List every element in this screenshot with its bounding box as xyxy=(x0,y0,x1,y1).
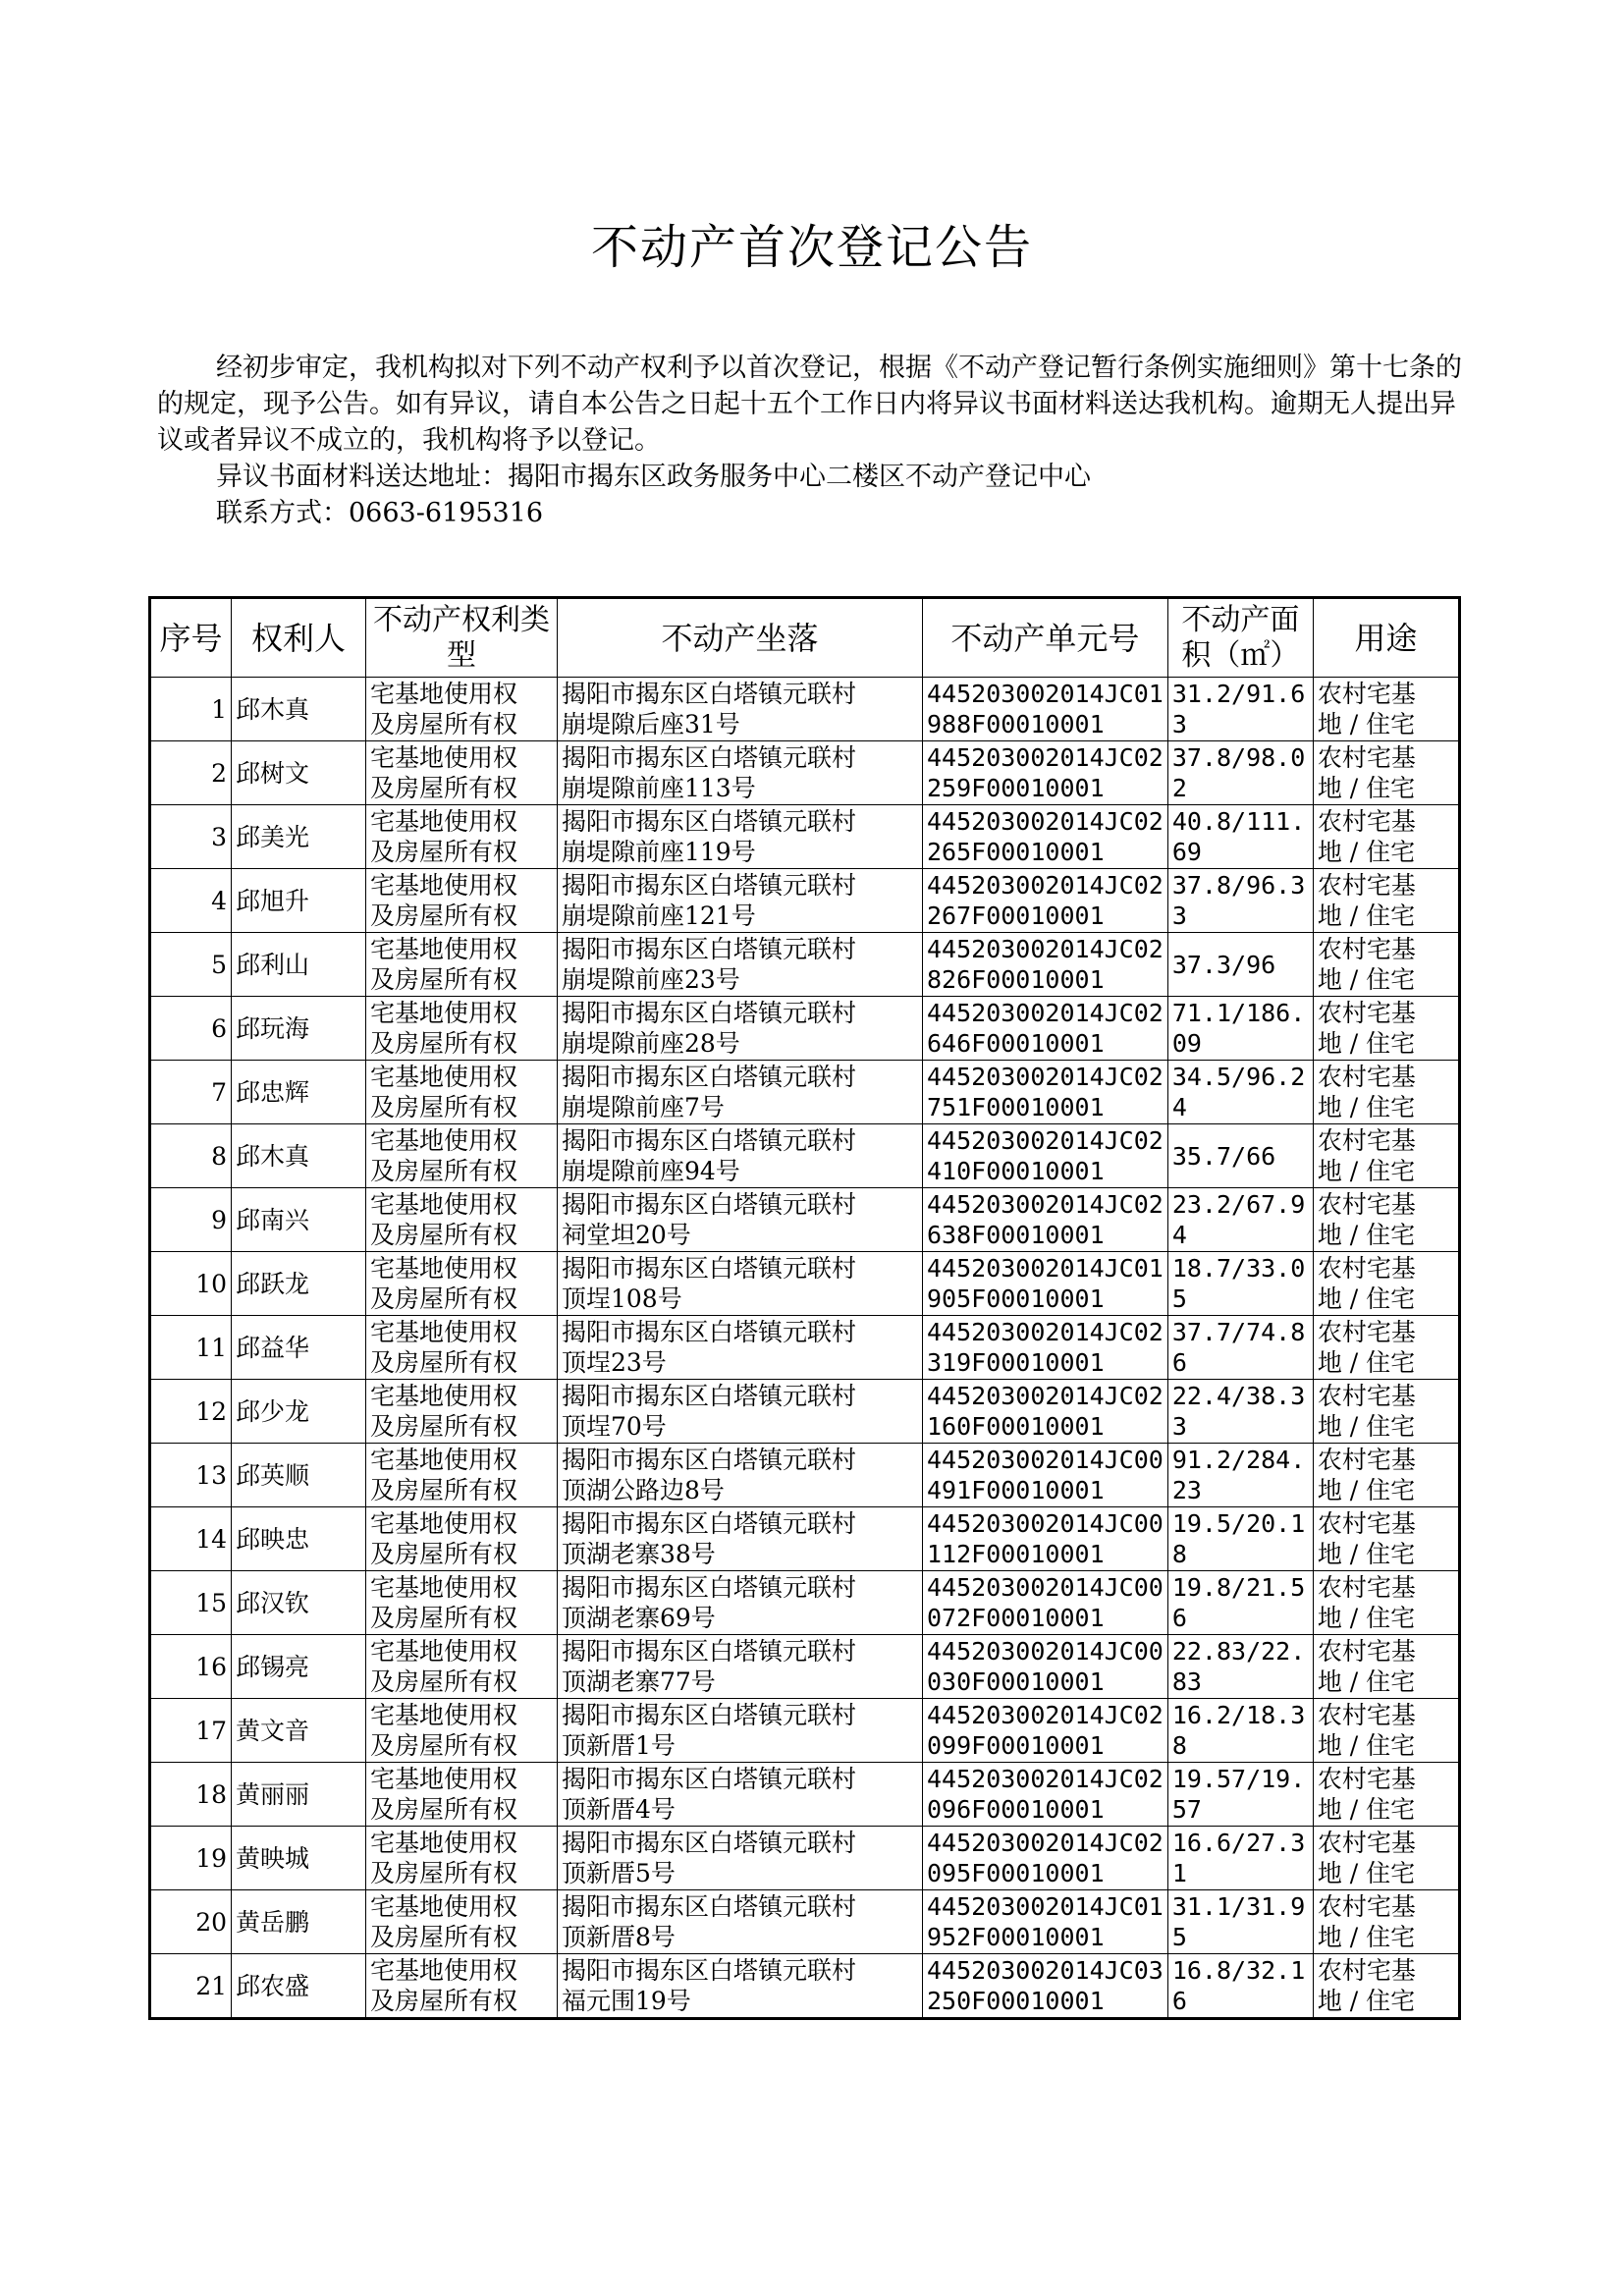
row-seq: 1 xyxy=(150,678,232,741)
table-row xyxy=(150,997,1460,1061)
table-row xyxy=(150,1890,1460,1954)
row-use: 农村宅基 地 / 住宅 xyxy=(1313,1316,1459,1380)
row-location: 揭阳市揭东区白塔镇元联村 崩堤隙前座94号 xyxy=(558,1124,923,1188)
header-unit-no: 不动产单元号 xyxy=(923,598,1168,678)
row-seq: 3 xyxy=(150,805,232,869)
row-location: 揭阳市揭东区白塔镇元联村 崩堤隙前座119号 xyxy=(558,805,923,869)
table-row xyxy=(150,1954,1460,2019)
row-use: 农村宅基 地 / 住宅 xyxy=(1313,1252,1459,1316)
row-unit-no: 445203002014JC02 096F00010001 xyxy=(923,1763,1168,1827)
row-right-type: 宅基地使用权 及房屋所有权 xyxy=(366,741,558,805)
row-unit-no: 445203002014JC02 259F00010001 xyxy=(923,741,1168,805)
row-unit-no: 445203002014JC02 410F00010001 xyxy=(923,1124,1168,1188)
row-seq: 17 xyxy=(150,1699,232,1763)
row-location: 揭阳市揭东区白塔镇元联村 顶埕70号 xyxy=(558,1380,923,1444)
table-row xyxy=(150,1763,1460,1827)
table-header-row xyxy=(150,598,1460,678)
row-right-type: 宅基地使用权 及房屋所有权 xyxy=(366,1380,558,1444)
row-use: 农村宅基 地 / 住宅 xyxy=(1313,1699,1459,1763)
row-owner: 邱美光 xyxy=(232,805,366,869)
row-seq: 20 xyxy=(150,1890,232,1954)
page-title: 不动产首次登记公告 xyxy=(590,220,1033,275)
row-owner: 邱跃龙 xyxy=(232,1252,366,1316)
row-right-type: 宅基地使用权 及房屋所有权 xyxy=(366,933,558,997)
row-area: 34.5/96.2 4 xyxy=(1167,1061,1313,1124)
row-unit-no: 445203002014JC02 638F00010001 xyxy=(923,1188,1168,1252)
row-area: 37.3/96 xyxy=(1167,933,1313,997)
row-unit-no: 445203002014JC03 250F00010001 xyxy=(923,1954,1168,2019)
row-owner: 邱少龙 xyxy=(232,1380,366,1444)
objection-address: 异议书面材料送达地址：揭阳市揭东区政务服务中心二楼区不动产登记中心 xyxy=(216,462,1091,492)
row-use: 农村宅基 地 / 住宅 xyxy=(1313,1188,1459,1252)
row-seq: 11 xyxy=(150,1316,232,1380)
row-seq: 16 xyxy=(150,1635,232,1699)
row-unit-no: 445203002014JC01 905F00010001 xyxy=(923,1252,1168,1316)
row-area: 91.2/284. 23 xyxy=(1167,1444,1313,1507)
row-location: 揭阳市揭东区白塔镇元联村 顶埕23号 xyxy=(558,1316,923,1380)
row-use: 农村宅基 地 / 住宅 xyxy=(1313,997,1459,1061)
row-unit-no: 445203002014JC00 072F00010001 xyxy=(923,1571,1168,1635)
row-location: 揭阳市揭东区白塔镇元联村 顶湖老寨77号 xyxy=(558,1635,923,1699)
registration-table xyxy=(148,596,1461,2020)
row-seq: 15 xyxy=(150,1571,232,1635)
row-area: 19.5/20.1 8 xyxy=(1167,1507,1313,1571)
row-location: 揭阳市揭东区白塔镇元联村 崩堤隙前座23号 xyxy=(558,933,923,997)
row-right-type: 宅基地使用权 及房屋所有权 xyxy=(366,1252,558,1316)
row-unit-no: 445203002014JC02 095F00010001 xyxy=(923,1827,1168,1890)
row-area: 16.6/27.3 1 xyxy=(1167,1827,1313,1890)
row-location: 揭阳市揭东区白塔镇元联村 顶新厝1号 xyxy=(558,1699,923,1763)
row-seq: 13 xyxy=(150,1444,232,1507)
row-location: 揭阳市揭东区白塔镇元联村 顶新厝8号 xyxy=(558,1890,923,1954)
table-row xyxy=(150,1827,1460,1890)
row-area: 18.7/33.0 5 xyxy=(1167,1252,1313,1316)
row-use: 农村宅基 地 / 住宅 xyxy=(1313,1763,1459,1827)
row-owner: 邱玩海 xyxy=(232,997,366,1061)
row-area: 22.83/22. 83 xyxy=(1167,1635,1313,1699)
row-unit-no: 445203002014JC01 952F00010001 xyxy=(923,1890,1168,1954)
row-use: 农村宅基 地 / 住宅 xyxy=(1313,1124,1459,1188)
row-use: 农村宅基 地 / 住宅 xyxy=(1313,1954,1459,2019)
row-area: 22.4/38.3 3 xyxy=(1167,1380,1313,1444)
row-use: 农村宅基 地 / 住宅 xyxy=(1313,1827,1459,1890)
row-use: 农村宅基 地 / 住宅 xyxy=(1313,869,1459,933)
row-seq: 19 xyxy=(150,1827,232,1890)
row-location: 揭阳市揭东区白塔镇元联村 崩堤隙后座31号 xyxy=(558,678,923,741)
table-body xyxy=(150,678,1460,2019)
row-owner: 黄文音 xyxy=(232,1699,366,1763)
contact-info: 联系方式：0663-6195316 xyxy=(216,498,544,528)
row-area: 71.1/186. 09 xyxy=(1167,997,1313,1061)
row-unit-no: 445203002014JC02 265F00010001 xyxy=(923,805,1168,869)
row-location: 揭阳市揭东区白塔镇元联村 顶新厝4号 xyxy=(558,1763,923,1827)
row-right-type: 宅基地使用权 及房屋所有权 xyxy=(366,1188,558,1252)
row-right-type: 宅基地使用权 及房屋所有权 xyxy=(366,1699,558,1763)
row-right-type: 宅基地使用权 及房屋所有权 xyxy=(366,805,558,869)
table-row xyxy=(150,1316,1460,1380)
row-unit-no: 445203002014JC02 751F00010001 xyxy=(923,1061,1168,1124)
row-right-type: 宅基地使用权 及房屋所有权 xyxy=(366,1571,558,1635)
row-seq: 14 xyxy=(150,1507,232,1571)
table-row xyxy=(150,678,1460,741)
row-location: 揭阳市揭东区白塔镇元联村 崩堤隙前座7号 xyxy=(558,1061,923,1124)
row-unit-no: 445203002014JC01 988F00010001 xyxy=(923,678,1168,741)
header-area: 不动产面积（㎡） xyxy=(1167,598,1313,678)
row-right-type: 宅基地使用权 及房屋所有权 xyxy=(366,1827,558,1890)
row-location: 揭阳市揭东区白塔镇元联村 崩堤隙前座121号 xyxy=(558,869,923,933)
row-unit-no: 445203002014JC02 646F00010001 xyxy=(923,997,1168,1061)
row-seq: 7 xyxy=(150,1061,232,1124)
table-row xyxy=(150,1444,1460,1507)
row-use: 农村宅基 地 / 住宅 xyxy=(1313,1444,1459,1507)
row-right-type: 宅基地使用权 及房屋所有权 xyxy=(366,1444,558,1507)
row-location: 揭阳市揭东区白塔镇元联村 祠堂坦20号 xyxy=(558,1188,923,1252)
row-area: 37.7/74.8 6 xyxy=(1167,1316,1313,1380)
row-use: 农村宅基 地 / 住宅 xyxy=(1313,805,1459,869)
row-seq: 12 xyxy=(150,1380,232,1444)
row-use: 农村宅基 地 / 住宅 xyxy=(1313,1061,1459,1124)
row-owner: 邱树文 xyxy=(232,741,366,805)
row-owner: 邱益华 xyxy=(232,1316,366,1380)
row-area: 19.57/19. 57 xyxy=(1167,1763,1313,1827)
row-use: 农村宅基 地 / 住宅 xyxy=(1313,933,1459,997)
row-area: 16.2/18.3 8 xyxy=(1167,1699,1313,1763)
row-seq: 5 xyxy=(150,933,232,997)
header-use: 用途 xyxy=(1313,598,1459,678)
row-area: 19.8/21.5 6 xyxy=(1167,1571,1313,1635)
table-row xyxy=(150,741,1460,805)
row-use: 农村宅基 地 / 住宅 xyxy=(1313,1507,1459,1571)
row-unit-no: 445203002014JC00 112F00010001 xyxy=(923,1507,1168,1571)
row-location: 揭阳市揭东区白塔镇元联村 顶湖老寨38号 xyxy=(558,1507,923,1571)
row-location: 揭阳市揭东区白塔镇元联村 顶湖老寨69号 xyxy=(558,1571,923,1635)
row-location: 揭阳市揭东区白塔镇元联村 顶湖公路边8号 xyxy=(558,1444,923,1507)
table-row xyxy=(150,1635,1460,1699)
row-right-type: 宅基地使用权 及房屋所有权 xyxy=(366,1507,558,1571)
header-right-type: 不动产权利类型 xyxy=(366,598,558,678)
row-seq: 6 xyxy=(150,997,232,1061)
row-owner: 邱旭升 xyxy=(232,869,366,933)
row-use: 农村宅基 地 / 住宅 xyxy=(1313,1571,1459,1635)
row-owner: 黄丽丽 xyxy=(232,1763,366,1827)
row-location: 揭阳市揭东区白塔镇元联村 福元围19号 xyxy=(558,1954,923,2019)
row-right-type: 宅基地使用权 及房屋所有权 xyxy=(366,1316,558,1380)
table-row xyxy=(150,1380,1460,1444)
row-owner: 邱农盛 xyxy=(232,1954,366,2019)
row-location: 揭阳市揭东区白塔镇元联村 顶埕108号 xyxy=(558,1252,923,1316)
row-area: 31.2/91.6 3 xyxy=(1167,678,1313,741)
row-right-type: 宅基地使用权 及房屋所有权 xyxy=(366,869,558,933)
header-seq: 序号 xyxy=(150,598,232,678)
row-owner: 黄映城 xyxy=(232,1827,366,1890)
table-row xyxy=(150,1507,1460,1571)
row-area: 16.8/32.1 6 xyxy=(1167,1954,1313,2019)
row-area: 23.2/67.9 4 xyxy=(1167,1188,1313,1252)
row-unit-no: 445203002014JC02 826F00010001 xyxy=(923,933,1168,997)
row-use: 农村宅基 地 / 住宅 xyxy=(1313,1890,1459,1954)
row-location: 揭阳市揭东区白塔镇元联村 崩堤隙前座28号 xyxy=(558,997,923,1061)
row-owner: 邱汉钦 xyxy=(232,1571,366,1635)
table-row xyxy=(150,1571,1460,1635)
row-owner: 邱木真 xyxy=(232,1124,366,1188)
header-location: 不动产坐落 xyxy=(558,598,923,678)
row-right-type: 宅基地使用权 及房屋所有权 xyxy=(366,1954,558,2019)
row-area: 40.8/111. 69 xyxy=(1167,805,1313,869)
row-unit-no: 445203002014JC02 099F00010001 xyxy=(923,1699,1168,1763)
row-owner: 邱锡亮 xyxy=(232,1635,366,1699)
row-location: 揭阳市揭东区白塔镇元联村 顶新厝5号 xyxy=(558,1827,923,1890)
row-owner: 邱南兴 xyxy=(232,1188,366,1252)
row-unit-no: 445203002014JC02 160F00010001 xyxy=(923,1380,1168,1444)
table-row xyxy=(150,805,1460,869)
row-seq: 2 xyxy=(150,741,232,805)
row-seq: 4 xyxy=(150,869,232,933)
table-row xyxy=(150,1252,1460,1316)
table-row xyxy=(150,933,1460,997)
row-location: 揭阳市揭东区白塔镇元联村 崩堤隙前座113号 xyxy=(558,741,923,805)
row-seq: 21 xyxy=(150,1954,232,2019)
row-use: 农村宅基 地 / 住宅 xyxy=(1313,1635,1459,1699)
row-owner: 邱映忠 xyxy=(232,1507,366,1571)
table-row xyxy=(150,869,1460,933)
table-row xyxy=(150,1124,1460,1188)
row-use: 农村宅基 地 / 住宅 xyxy=(1313,678,1459,741)
table-row xyxy=(150,1061,1460,1124)
row-owner: 黄岳鹏 xyxy=(232,1890,366,1954)
row-seq: 18 xyxy=(150,1763,232,1827)
intro-paragraph: 经初步审定，我机构拟对下列不动产权利予以首次登记，根据《不动产登记暂行条例实施细则》第十七条的的规定，现予公告。如有异议，请自本公告之日起十五个工作日内将异议书面材料送达我机构。逾期无人提出异议或者异议不成立的，我机构将予以登记。 xyxy=(157,353,1462,456)
row-right-type: 宅基地使用权 及房屋所有权 xyxy=(366,997,558,1061)
row-use: 农村宅基 地 / 住宅 xyxy=(1313,741,1459,805)
row-right-type: 宅基地使用权 及房屋所有权 xyxy=(366,1061,558,1124)
row-right-type: 宅基地使用权 及房屋所有权 xyxy=(366,678,558,741)
row-owner: 邱木真 xyxy=(232,678,366,741)
row-right-type: 宅基地使用权 及房屋所有权 xyxy=(366,1763,558,1827)
row-right-type: 宅基地使用权 及房屋所有权 xyxy=(366,1635,558,1699)
row-seq: 8 xyxy=(150,1124,232,1188)
row-seq: 10 xyxy=(150,1252,232,1316)
row-area: 37.8/96.3 3 xyxy=(1167,869,1313,933)
row-right-type: 宅基地使用权 及房屋所有权 xyxy=(366,1890,558,1954)
row-owner: 邱英顺 xyxy=(232,1444,366,1507)
row-area: 37.8/98.0 2 xyxy=(1167,741,1313,805)
row-unit-no: 445203002014JC02 319F00010001 xyxy=(923,1316,1168,1380)
row-unit-no: 445203002014JC02 267F00010001 xyxy=(923,869,1168,933)
row-area: 35.7/66 xyxy=(1167,1124,1313,1188)
intro-section xyxy=(157,350,1463,531)
row-use: 农村宅基 地 / 住宅 xyxy=(1313,1380,1459,1444)
table-row xyxy=(150,1188,1460,1252)
row-owner: 邱利山 xyxy=(232,933,366,997)
row-unit-no: 445203002014JC00 491F00010001 xyxy=(923,1444,1168,1507)
row-seq: 9 xyxy=(150,1188,232,1252)
row-unit-no: 445203002014JC00 030F00010001 xyxy=(923,1635,1168,1699)
row-right-type: 宅基地使用权 及房屋所有权 xyxy=(366,1124,558,1188)
row-owner: 邱忠辉 xyxy=(232,1061,366,1124)
header-owner: 权利人 xyxy=(232,598,366,678)
table-row xyxy=(150,1699,1460,1763)
row-area: 31.1/31.9 5 xyxy=(1167,1890,1313,1954)
